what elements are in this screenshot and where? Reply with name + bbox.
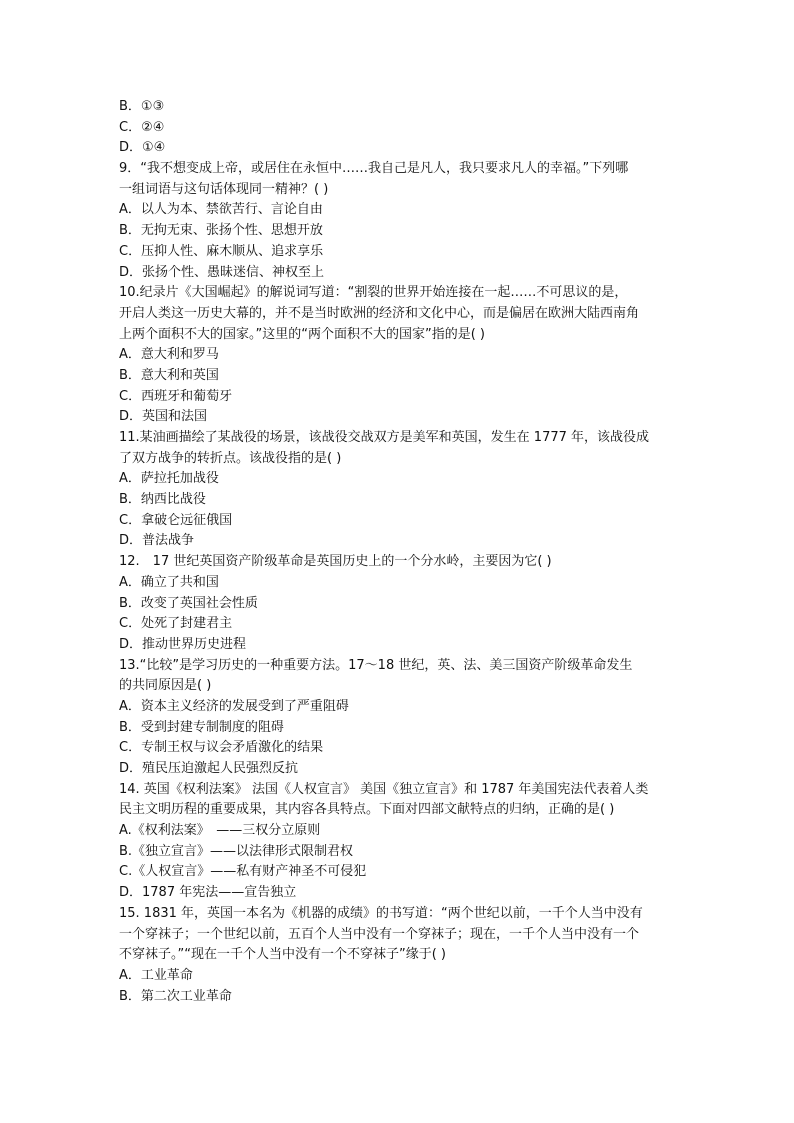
question-11	[119, 428, 679, 552]
option-c: C.《人权宣言》——私有财产神圣不可侵犯	[119, 864, 367, 880]
option-b: B．意大利和英国	[119, 367, 219, 383]
option-b: B．纳西比战役	[119, 492, 206, 508]
option-c: C．专制王权与议会矛盾激化的结果	[119, 740, 324, 756]
option-a: A．确立了共和国	[119, 574, 219, 590]
question-stem: 民主文明历程的重要成果，其内容各具特点。下面对四部文献特点的归纳，正确的是( )	[119, 802, 615, 818]
option-c: C．②④	[119, 119, 165, 135]
question-stem: 开启人类这一历史大幕的，并不是当时欧洲的经济和文化中心，而是偏居在欧洲大陆西南角	[119, 305, 640, 321]
question-stem: 15. 1831 年，英国一本名为《机器的成绩》的书写道：“两个世纪以前，一千个人当中没有	[119, 905, 643, 921]
question-stem: 的共同原因是( )	[119, 678, 212, 694]
question-9	[119, 159, 679, 283]
question-stem: 14. 英国《权利法案》 法国《人权宣言》 美国《独立宣言》和 1787 年美国宪法代表着人类	[119, 781, 649, 797]
option-d: D．1787 年宪法——宣告独立	[119, 885, 297, 901]
option-d: D．①④	[119, 140, 166, 156]
leading-options	[119, 97, 679, 159]
question-10	[119, 283, 679, 428]
question-stem: 上两个面积不大的国家。”这里的“两个面积不大的国家”指的是( )	[119, 326, 485, 342]
option-c: C．处死了封建君主	[119, 616, 233, 632]
question-stem: 9．“我不想变成上帝，或居住在永恒中……我自己是凡人，我只要求凡人的幸福。”下列哪	[119, 161, 629, 177]
question-stem: 一个穿袜子；一个世纪以前，五百个人当中没有一个穿袜子；现在，一千个人当中没有一个	[119, 926, 640, 942]
question-stem: 12. 17 世纪英国资产阶级革命是英国历史上的一个分水岭，主要因为它( )	[119, 554, 552, 570]
question-13	[119, 656, 679, 780]
option-c: C．压抑人性、麻木顺从、追求享乐	[119, 243, 324, 259]
option-b: B．改变了英国社会性质	[119, 595, 258, 611]
option-b: B．第二次工业革命	[119, 988, 232, 1004]
question-stem: 了双方战争的转折点。该战役指的是( )	[119, 450, 342, 466]
question-14	[119, 780, 679, 904]
option-a: A．萨拉托加战役	[119, 471, 219, 487]
option-d: D．英国和法国	[119, 409, 208, 425]
option-d: D．殖民压迫激起人民强烈反抗	[119, 761, 299, 776]
option-d: D．张扬个性、愚昧迷信、神权至上	[119, 264, 325, 280]
option-c: C．西班牙和葡萄牙	[119, 388, 233, 404]
question-stem: 不穿袜子。”“现在一千个人当中没有一个不穿袜子”缘于( )	[119, 947, 446, 963]
option-a: A．意大利和罗马	[119, 347, 219, 363]
question-stem: 13.“比较”是学习历史的一种重要方法。17～18 世纪，英、法、美三国资产阶级革命发生	[119, 657, 633, 673]
option-a: A．工业革命	[119, 967, 193, 983]
question-12	[119, 552, 679, 655]
option-d: D．普法战争	[119, 533, 195, 549]
option-b: B．无拘无束、张扬个性、思想开放	[119, 223, 323, 239]
option-c: C．拿破仑远征俄国	[119, 512, 233, 528]
exam-page	[119, 97, 679, 1007]
option-b: B．受到封建专制制度的阻碍	[119, 719, 284, 735]
question-stem: 10.纪录片《大国崛起》的解说词写道：“割裂的世界开始连接在一起……不可思议的是，	[119, 285, 628, 301]
question-15	[119, 904, 679, 1007]
question-stem: 一组词语与这句话体现同一精神？( )	[119, 181, 329, 197]
option-d: D．推动世界历史进程	[119, 636, 247, 652]
option-b: B.《独立宣言》——以法律形式限制君权	[119, 843, 354, 859]
question-stem: 11.某油画描绘了某战役的场景，该战役交战双方是美军和英国，发生在 1777 年，该战役成	[119, 430, 650, 445]
option-a: A．以人为本、禁欲苦行、言论自由	[119, 202, 323, 218]
option-b: B．①③	[119, 99, 165, 114]
option-a: A.《权利法案》 ——三权分立原则	[119, 823, 321, 839]
option-a: A．资本主义经济的发展受到了严重阻碍	[119, 698, 349, 714]
